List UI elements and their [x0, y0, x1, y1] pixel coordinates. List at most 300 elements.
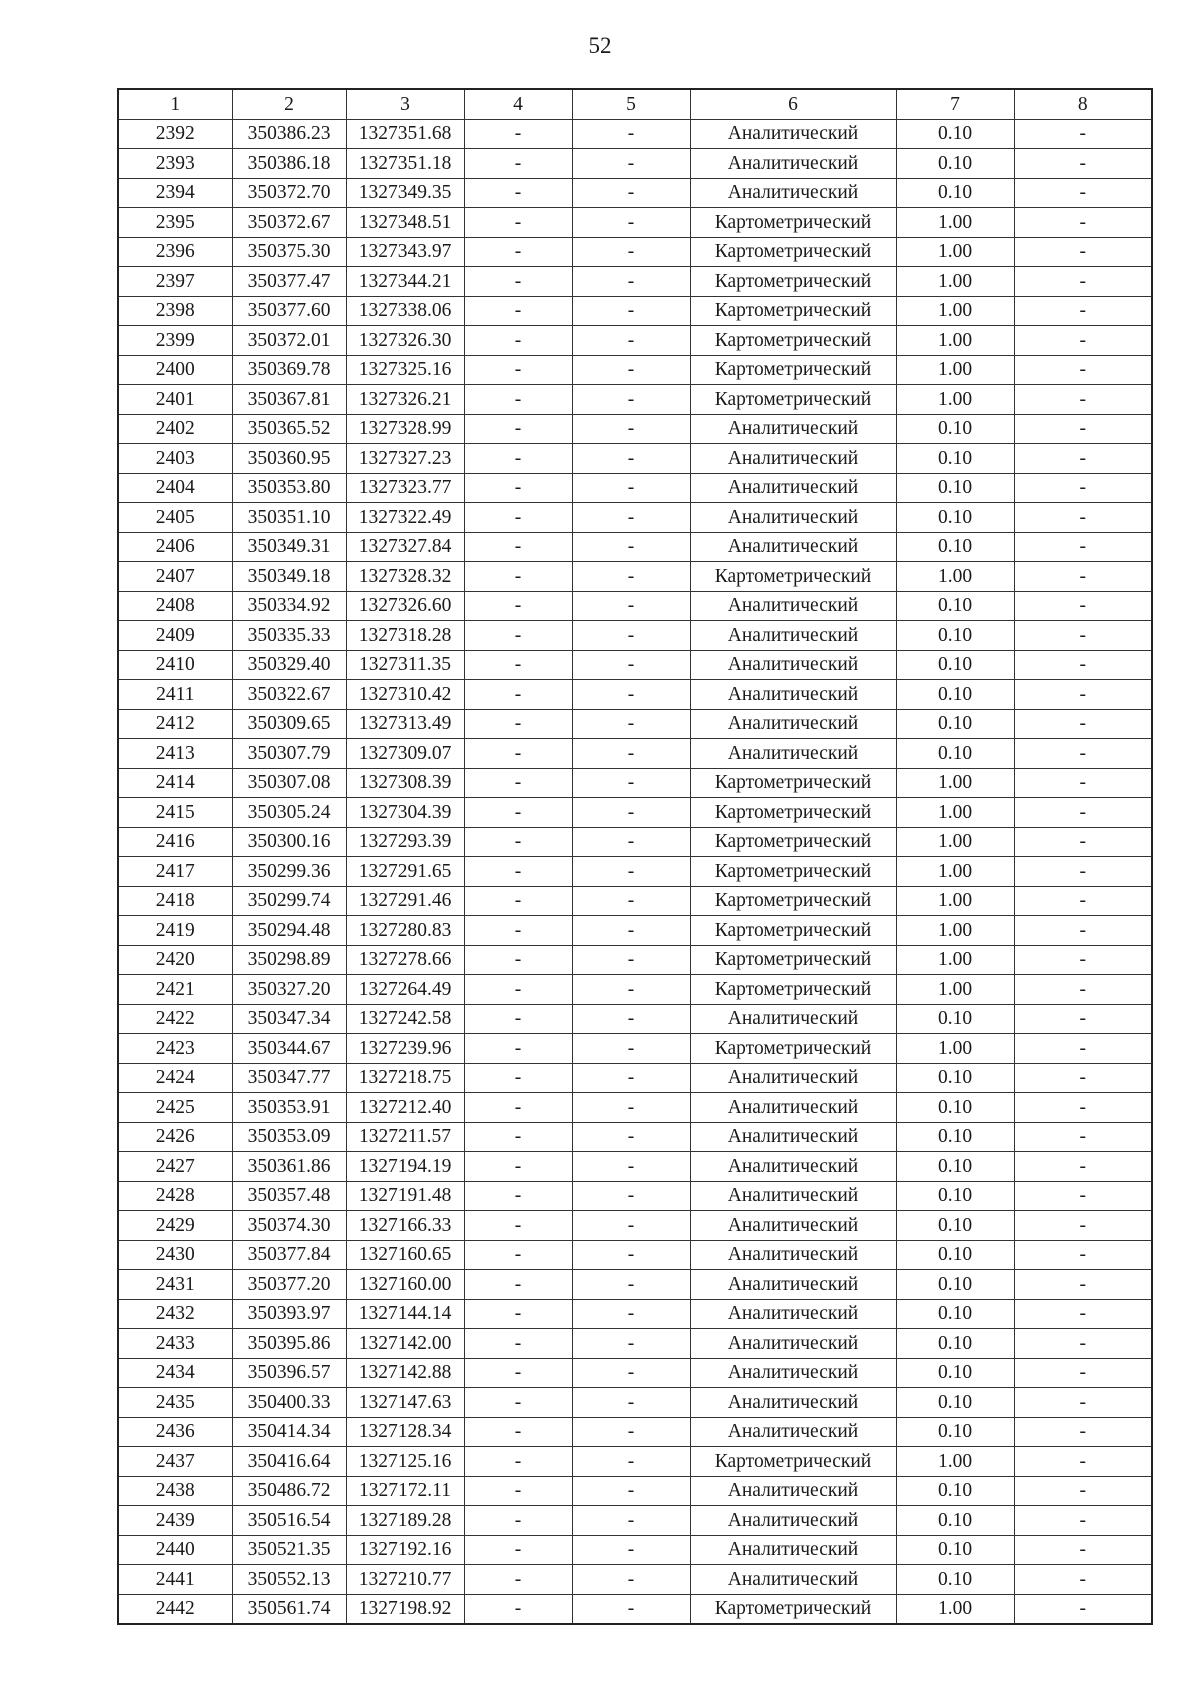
column-header: 3 — [346, 89, 464, 119]
col8-cell: - — [1014, 1270, 1152, 1300]
method-cell: Картометрический — [690, 1034, 896, 1064]
method-cell: Аналитический — [690, 1506, 896, 1536]
y-coordinate-cell: 1327304.39 — [346, 798, 464, 828]
accuracy-cell: 0.10 — [896, 1122, 1014, 1152]
method-cell: Аналитический — [690, 1388, 896, 1418]
y-coordinate-cell: 1327338.06 — [346, 296, 464, 326]
col8-cell: - — [1014, 680, 1152, 710]
table-row — [118, 444, 1152, 474]
col4-cell: - — [464, 975, 572, 1005]
accuracy-cell: 0.10 — [896, 1535, 1014, 1565]
accuracy-cell: 1.00 — [896, 267, 1014, 297]
method-cell: Аналитический — [690, 1417, 896, 1447]
method-cell: Картометрический — [690, 916, 896, 946]
table-row — [118, 562, 1152, 592]
col8-cell: - — [1014, 1122, 1152, 1152]
method-cell: Картометрический — [690, 562, 896, 592]
accuracy-cell: 1.00 — [896, 857, 1014, 887]
accuracy-cell: 1.00 — [896, 385, 1014, 415]
accuracy-cell: 0.10 — [896, 1093, 1014, 1123]
method-cell: Картометрический — [690, 827, 896, 857]
point-number-cell: 2440 — [118, 1535, 232, 1565]
table-header-row — [118, 89, 1152, 119]
col8-cell: - — [1014, 1476, 1152, 1506]
col4-cell: - — [464, 1535, 572, 1565]
table-row — [118, 503, 1152, 533]
method-cell: Аналитический — [690, 1240, 896, 1270]
x-coordinate-cell: 350307.79 — [232, 739, 346, 769]
col5-cell: - — [572, 1447, 690, 1477]
x-coordinate-cell: 350521.35 — [232, 1535, 346, 1565]
y-coordinate-cell: 1327192.16 — [346, 1535, 464, 1565]
x-coordinate-cell: 350299.74 — [232, 886, 346, 916]
col5-cell: - — [572, 473, 690, 503]
y-coordinate-cell: 1327160.00 — [346, 1270, 464, 1300]
x-coordinate-cell: 350349.31 — [232, 532, 346, 562]
table-row — [118, 267, 1152, 297]
point-number-cell: 2417 — [118, 857, 232, 887]
table-row — [118, 827, 1152, 857]
table-row — [118, 1329, 1152, 1359]
table-row — [118, 1299, 1152, 1329]
col5-cell: - — [572, 1535, 690, 1565]
method-cell: Картометрический — [690, 326, 896, 356]
col5-cell: - — [572, 208, 690, 238]
y-coordinate-cell: 1327293.39 — [346, 827, 464, 857]
col5-cell: - — [572, 975, 690, 1005]
method-cell: Аналитический — [690, 1358, 896, 1388]
col8-cell: - — [1014, 355, 1152, 385]
method-cell: Картометрический — [690, 975, 896, 1005]
col5-cell: - — [572, 237, 690, 267]
col8-cell: - — [1014, 945, 1152, 975]
col8-cell: - — [1014, 532, 1152, 562]
x-coordinate-cell: 350305.24 — [232, 798, 346, 828]
y-coordinate-cell: 1327327.23 — [346, 444, 464, 474]
column-header: 2 — [232, 89, 346, 119]
col4-cell: - — [464, 857, 572, 887]
table-row — [118, 1122, 1152, 1152]
col8-cell: - — [1014, 473, 1152, 503]
method-cell: Аналитический — [690, 739, 896, 769]
point-number-cell: 2392 — [118, 119, 232, 149]
method-cell: Аналитический — [690, 1093, 896, 1123]
table-row — [118, 1417, 1152, 1447]
table-row — [118, 709, 1152, 739]
col8-cell: - — [1014, 1535, 1152, 1565]
method-cell: Аналитический — [690, 1476, 896, 1506]
method-cell: Аналитический — [690, 1535, 896, 1565]
method-cell: Аналитический — [690, 621, 896, 651]
point-number-cell: 2434 — [118, 1358, 232, 1388]
point-number-cell: 2403 — [118, 444, 232, 474]
x-coordinate-cell: 350372.67 — [232, 208, 346, 238]
y-coordinate-cell: 1327318.28 — [346, 621, 464, 651]
col8-cell: - — [1014, 503, 1152, 533]
col8-cell: - — [1014, 621, 1152, 651]
accuracy-cell: 0.10 — [896, 414, 1014, 444]
accuracy-cell: 0.10 — [896, 709, 1014, 739]
x-coordinate-cell: 350372.01 — [232, 326, 346, 356]
y-coordinate-cell: 1327191.48 — [346, 1181, 464, 1211]
method-cell: Аналитический — [690, 1004, 896, 1034]
col5-cell: - — [572, 1388, 690, 1418]
col5-cell: - — [572, 798, 690, 828]
method-cell: Аналитический — [690, 1270, 896, 1300]
y-coordinate-cell: 1327349.35 — [346, 178, 464, 208]
accuracy-cell: 1.00 — [896, 562, 1014, 592]
table-row — [118, 1535, 1152, 1565]
col4-cell: - — [464, 149, 572, 179]
col5-cell: - — [572, 414, 690, 444]
column-header: 5 — [572, 89, 690, 119]
col4-cell: - — [464, 621, 572, 651]
accuracy-cell: 0.10 — [896, 119, 1014, 149]
x-coordinate-cell: 350349.18 — [232, 562, 346, 592]
table-row — [118, 886, 1152, 916]
y-coordinate-cell: 1327310.42 — [346, 680, 464, 710]
method-cell: Аналитический — [690, 1152, 896, 1182]
accuracy-cell: 1.00 — [896, 1034, 1014, 1064]
table-body — [118, 119, 1152, 1624]
column-header: 4 — [464, 89, 572, 119]
col5-cell: - — [572, 1299, 690, 1329]
col4-cell: - — [464, 916, 572, 946]
y-coordinate-cell: 1327242.58 — [346, 1004, 464, 1034]
col8-cell: - — [1014, 149, 1152, 179]
y-coordinate-cell: 1327125.16 — [346, 1447, 464, 1477]
col8-cell: - — [1014, 1181, 1152, 1211]
y-coordinate-cell: 1327326.60 — [346, 591, 464, 621]
x-coordinate-cell: 350347.34 — [232, 1004, 346, 1034]
x-coordinate-cell: 350347.77 — [232, 1063, 346, 1093]
x-coordinate-cell: 350353.91 — [232, 1093, 346, 1123]
method-cell: Аналитический — [690, 532, 896, 562]
point-number-cell: 2419 — [118, 916, 232, 946]
x-coordinate-cell: 350561.74 — [232, 1594, 346, 1624]
col5-cell: - — [572, 945, 690, 975]
x-coordinate-cell: 350344.67 — [232, 1034, 346, 1064]
y-coordinate-cell: 1327189.28 — [346, 1506, 464, 1536]
x-coordinate-cell: 350322.67 — [232, 680, 346, 710]
method-cell: Аналитический — [690, 1211, 896, 1241]
col8-cell: - — [1014, 1329, 1152, 1359]
method-cell: Картометрический — [690, 385, 896, 415]
col5-cell: - — [572, 532, 690, 562]
accuracy-cell: 0.10 — [896, 1181, 1014, 1211]
col8-cell: - — [1014, 1034, 1152, 1064]
col4-cell: - — [464, 1417, 572, 1447]
col8-cell: - — [1014, 385, 1152, 415]
y-coordinate-cell: 1327327.84 — [346, 532, 464, 562]
table-row — [118, 1594, 1152, 1624]
col8-cell: - — [1014, 414, 1152, 444]
col8-cell: - — [1014, 1211, 1152, 1241]
method-cell: Аналитический — [690, 1565, 896, 1595]
x-coordinate-cell: 350486.72 — [232, 1476, 346, 1506]
x-coordinate-cell: 350329.40 — [232, 650, 346, 680]
y-coordinate-cell: 1327291.65 — [346, 857, 464, 887]
point-number-cell: 2395 — [118, 208, 232, 238]
point-number-cell: 2431 — [118, 1270, 232, 1300]
table-row — [118, 385, 1152, 415]
x-coordinate-cell: 350386.23 — [232, 119, 346, 149]
point-number-cell: 2402 — [118, 414, 232, 444]
col8-cell: - — [1014, 1388, 1152, 1418]
accuracy-cell: 0.10 — [896, 1506, 1014, 1536]
page-number: 52 — [588, 33, 612, 58]
x-coordinate-cell: 350365.52 — [232, 414, 346, 444]
x-coordinate-cell: 350396.57 — [232, 1358, 346, 1388]
col8-cell: - — [1014, 1240, 1152, 1270]
point-number-cell: 2397 — [118, 267, 232, 297]
method-cell: Аналитический — [690, 414, 896, 444]
y-coordinate-cell: 1327328.32 — [346, 562, 464, 592]
col5-cell: - — [572, 1594, 690, 1624]
y-coordinate-cell: 1327239.96 — [346, 1034, 464, 1064]
accuracy-cell: 0.10 — [896, 1417, 1014, 1447]
table-row — [118, 768, 1152, 798]
col4-cell: - — [464, 1270, 572, 1300]
point-number-cell: 2413 — [118, 739, 232, 769]
point-number-cell: 2430 — [118, 1240, 232, 1270]
col4-cell: - — [464, 178, 572, 208]
col8-cell: - — [1014, 296, 1152, 326]
accuracy-cell: 1.00 — [896, 296, 1014, 326]
y-coordinate-cell: 1327166.33 — [346, 1211, 464, 1241]
y-coordinate-cell: 1327160.65 — [346, 1240, 464, 1270]
y-coordinate-cell: 1327351.68 — [346, 119, 464, 149]
point-number-cell: 2427 — [118, 1152, 232, 1182]
x-coordinate-cell: 350375.30 — [232, 237, 346, 267]
y-coordinate-cell: 1327147.63 — [346, 1388, 464, 1418]
accuracy-cell: 0.10 — [896, 1152, 1014, 1182]
method-cell: Картометрический — [690, 267, 896, 297]
accuracy-cell: 0.10 — [896, 591, 1014, 621]
point-number-cell: 2409 — [118, 621, 232, 651]
col5-cell: - — [572, 149, 690, 179]
col5-cell: - — [572, 355, 690, 385]
accuracy-cell: 0.10 — [896, 1476, 1014, 1506]
table-row — [118, 1181, 1152, 1211]
col4-cell: - — [464, 1594, 572, 1624]
col5-cell: - — [572, 1240, 690, 1270]
point-number-cell: 2394 — [118, 178, 232, 208]
col4-cell: - — [464, 532, 572, 562]
col4-cell: - — [464, 591, 572, 621]
table-row — [118, 178, 1152, 208]
accuracy-cell: 0.10 — [896, 621, 1014, 651]
y-coordinate-cell: 1327348.51 — [346, 208, 464, 238]
accuracy-cell: 0.10 — [896, 178, 1014, 208]
col8-cell: - — [1014, 798, 1152, 828]
table-row — [118, 1506, 1152, 1536]
x-coordinate-cell: 350361.86 — [232, 1152, 346, 1182]
accuracy-cell: 1.00 — [896, 827, 1014, 857]
accuracy-cell: 0.10 — [896, 1329, 1014, 1359]
accuracy-cell: 0.10 — [896, 1270, 1014, 1300]
col5-cell: - — [572, 1211, 690, 1241]
y-coordinate-cell: 1327326.30 — [346, 326, 464, 356]
col4-cell: - — [464, 1476, 572, 1506]
col5-cell: - — [572, 385, 690, 415]
col4-cell: - — [464, 503, 572, 533]
col5-cell: - — [572, 709, 690, 739]
point-number-cell: 2437 — [118, 1447, 232, 1477]
col5-cell: - — [572, 562, 690, 592]
x-coordinate-cell: 350377.47 — [232, 267, 346, 297]
point-number-cell: 2396 — [118, 237, 232, 267]
col5-cell: - — [572, 1329, 690, 1359]
col4-cell: - — [464, 1211, 572, 1241]
accuracy-cell: 0.10 — [896, 444, 1014, 474]
col8-cell: - — [1014, 591, 1152, 621]
col5-cell: - — [572, 119, 690, 149]
point-number-cell: 2426 — [118, 1122, 232, 1152]
col4-cell: - — [464, 414, 572, 444]
x-coordinate-cell: 350374.30 — [232, 1211, 346, 1241]
table-row — [118, 1063, 1152, 1093]
col4-cell: - — [464, 768, 572, 798]
method-cell: Аналитический — [690, 444, 896, 474]
coordinates-table — [117, 88, 1153, 1625]
col5-cell: - — [572, 444, 690, 474]
table-row — [118, 1211, 1152, 1241]
y-coordinate-cell: 1327344.21 — [346, 267, 464, 297]
col8-cell: - — [1014, 267, 1152, 297]
table-row — [118, 975, 1152, 1005]
table-row — [118, 945, 1152, 975]
accuracy-cell: 0.10 — [896, 1358, 1014, 1388]
col8-cell: - — [1014, 709, 1152, 739]
x-coordinate-cell: 350353.80 — [232, 473, 346, 503]
col5-cell: - — [572, 1270, 690, 1300]
method-cell: Картометрический — [690, 945, 896, 975]
col5-cell: - — [572, 857, 690, 887]
accuracy-cell: 1.00 — [896, 768, 1014, 798]
table-row — [118, 1034, 1152, 1064]
table-row — [118, 857, 1152, 887]
col8-cell: - — [1014, 650, 1152, 680]
point-number-cell: 2412 — [118, 709, 232, 739]
point-number-cell: 2401 — [118, 385, 232, 415]
col8-cell: - — [1014, 237, 1152, 267]
accuracy-cell: 1.00 — [896, 326, 1014, 356]
x-coordinate-cell: 350334.92 — [232, 591, 346, 621]
x-coordinate-cell: 350416.64 — [232, 1447, 346, 1477]
y-coordinate-cell: 1327343.97 — [346, 237, 464, 267]
x-coordinate-cell: 350298.89 — [232, 945, 346, 975]
point-number-cell: 2400 — [118, 355, 232, 385]
x-coordinate-cell: 350377.84 — [232, 1240, 346, 1270]
col5-cell: - — [572, 827, 690, 857]
col8-cell: - — [1014, 1093, 1152, 1123]
accuracy-cell: 0.10 — [896, 1388, 1014, 1418]
col4-cell: - — [464, 886, 572, 916]
point-number-cell: 2410 — [118, 650, 232, 680]
table-row — [118, 1447, 1152, 1477]
col4-cell: - — [464, 326, 572, 356]
y-coordinate-cell: 1327212.40 — [346, 1093, 464, 1123]
col4-cell: - — [464, 473, 572, 503]
y-coordinate-cell: 1327325.16 — [346, 355, 464, 385]
x-coordinate-cell: 350351.10 — [232, 503, 346, 533]
table-row — [118, 237, 1152, 267]
y-coordinate-cell: 1327210.77 — [346, 1565, 464, 1595]
table-row — [118, 1152, 1152, 1182]
table-row — [118, 798, 1152, 828]
y-coordinate-cell: 1327128.34 — [346, 1417, 464, 1447]
x-coordinate-cell: 350335.33 — [232, 621, 346, 651]
accuracy-cell: 0.10 — [896, 650, 1014, 680]
accuracy-cell: 1.00 — [896, 945, 1014, 975]
method-cell: Аналитический — [690, 650, 896, 680]
accuracy-cell: 0.10 — [896, 532, 1014, 562]
col5-cell: - — [572, 1358, 690, 1388]
point-number-cell: 2436 — [118, 1417, 232, 1447]
col5-cell: - — [572, 1152, 690, 1182]
point-number-cell: 2404 — [118, 473, 232, 503]
col8-cell: - — [1014, 1152, 1152, 1182]
col5-cell: - — [572, 1181, 690, 1211]
x-coordinate-cell: 350393.97 — [232, 1299, 346, 1329]
col5-cell: - — [572, 621, 690, 651]
y-coordinate-cell: 1327308.39 — [346, 768, 464, 798]
method-cell: Картометрический — [690, 768, 896, 798]
y-coordinate-cell: 1327194.19 — [346, 1152, 464, 1182]
col8-cell: - — [1014, 1506, 1152, 1536]
x-coordinate-cell: 350395.86 — [232, 1329, 346, 1359]
accuracy-cell: 0.10 — [896, 473, 1014, 503]
col5-cell: - — [572, 1565, 690, 1595]
point-number-cell: 2405 — [118, 503, 232, 533]
col5-cell: - — [572, 267, 690, 297]
y-coordinate-cell: 1327144.14 — [346, 1299, 464, 1329]
x-coordinate-cell: 350353.09 — [232, 1122, 346, 1152]
column-header: 7 — [896, 89, 1014, 119]
accuracy-cell: 0.10 — [896, 1063, 1014, 1093]
col5-cell: - — [572, 1034, 690, 1064]
point-number-cell: 2422 — [118, 1004, 232, 1034]
table-row — [118, 1240, 1152, 1270]
method-cell: Картометрический — [690, 1447, 896, 1477]
point-number-cell: 2416 — [118, 827, 232, 857]
col5-cell: - — [572, 1122, 690, 1152]
col5-cell: - — [572, 768, 690, 798]
accuracy-cell: 0.10 — [896, 1299, 1014, 1329]
method-cell: Аналитический — [690, 1122, 896, 1152]
accuracy-cell: 0.10 — [896, 1240, 1014, 1270]
col4-cell: - — [464, 237, 572, 267]
table-row — [118, 414, 1152, 444]
method-cell: Картометрический — [690, 1594, 896, 1624]
col5-cell: - — [572, 503, 690, 533]
x-coordinate-cell: 350372.70 — [232, 178, 346, 208]
x-coordinate-cell: 350552.13 — [232, 1565, 346, 1595]
x-coordinate-cell: 350294.48 — [232, 916, 346, 946]
table-row — [118, 1270, 1152, 1300]
col4-cell: - — [464, 1181, 572, 1211]
point-number-cell: 2429 — [118, 1211, 232, 1241]
col4-cell: - — [464, 444, 572, 474]
point-number-cell: 2418 — [118, 886, 232, 916]
col4-cell: - — [464, 1447, 572, 1477]
col4-cell: - — [464, 1358, 572, 1388]
point-number-cell: 2438 — [118, 1476, 232, 1506]
table-row — [118, 355, 1152, 385]
y-coordinate-cell: 1327198.92 — [346, 1594, 464, 1624]
col4-cell: - — [464, 1063, 572, 1093]
